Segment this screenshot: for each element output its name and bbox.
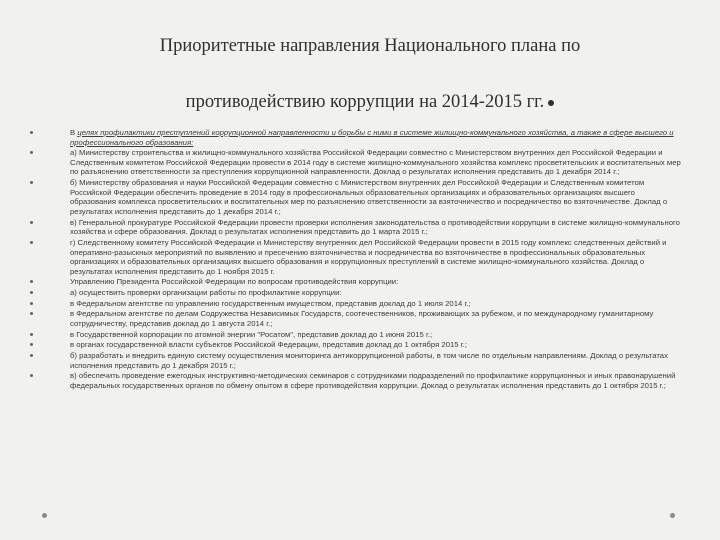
bullet-icon — [30, 333, 33, 336]
item-text: б) разработать и внедрить единую систему осуществления мониторинга антикоррупционной работы, в том числе по отдельным направлениям. Доклад о результатах исполнения представить до 1 декабря 2015 г.; — [70, 351, 668, 370]
title-line-2-wrap — [40, 92, 700, 113]
item-text: б) Министерству образования и науки Российской Федерации совместно с Министерством внутренних дел Российской Федерации и Следственным комитетом Российской Федерации обеспечить проведение в 2014 году в профессиональных образовательных организациях и образовательных организациях высшего образования комплекса просветительских и воспитательных мер по разъяснению ответственности за взяточничество и посредничество во взяточничестве. Доклад о результатах исполнения представить до 1 декабря 2014 г.; — [70, 178, 668, 216]
bullet-list — [30, 128, 682, 392]
bullet-icon — [30, 280, 33, 283]
bullet-icon — [30, 312, 33, 315]
list-item — [30, 128, 682, 147]
list-item — [30, 371, 682, 390]
list-item — [30, 277, 682, 287]
list-item — [30, 309, 682, 328]
list-item — [30, 218, 682, 237]
title-dot — [548, 100, 554, 106]
item-text: а) Министерству строительства и жилищно-коммунального хозяйства Российской Федерации совместно с Министерством внутренних дел Российской Федерации и Следственным комитетом Российской Федерации провести в 2014 году в системе жилищно-коммунального хозяйства комплекс просветительских и воспитательных мер по разъяснению ответственности за преступления коррупционной направленности. Доклад о результатах исполнения представить до 1 декабря 2014 г.; — [70, 148, 681, 177]
item-intro: В — [70, 128, 78, 137]
list-item — [30, 351, 682, 370]
item-text: в Федеральном агентстве по управлению государственным имуществом, представив доклад до 1 июля 2014 г.; — [70, 298, 471, 308]
title-line-1: Приоритетные направления Национального плана по — [159, 36, 581, 56]
list-item — [30, 238, 682, 276]
item-text: в органах государственной власти субъектов Российской Федерации, представив доклад до 1 октября 2015 г.; — [70, 340, 467, 350]
bullet-icon — [30, 374, 33, 377]
item-text: в Государственной корпорации по атомной энергии "Росатом", представив доклад до 1 июня 2015 г.; — [70, 329, 433, 339]
item-emphasis: целях профилактики преступлений коррупционной направленности и борьбы с ними в системе жилищно-коммунального хозяйства, а также в сфере высшего и профессионального образования: — [70, 128, 674, 147]
decorative-dot-right — [670, 513, 675, 518]
item-text: а) осуществить проверки организации работы по профилактике коррупции: — [70, 288, 342, 298]
list-item — [30, 288, 682, 298]
list-item — [30, 330, 682, 340]
bullet-icon — [30, 343, 33, 346]
bullet-icon — [30, 354, 33, 357]
title-line-2: противодействию коррупции на 2014-2015 гг. — [185, 92, 545, 112]
bullet-icon — [30, 131, 33, 134]
item-text: в) обеспечить проведение ежегодных инструктивно-методических семинаров с сотрудниками подразделений по профилактике коррупционных и иных правонарушений федеральных государственных органов по обмену опытом в сфере противодействия коррупции. Доклад о результатах исполнения представить до 1 октября 2015 г.; — [70, 371, 676, 390]
list-item — [30, 299, 682, 309]
bullet-icon — [30, 181, 33, 184]
bullet-icon — [30, 221, 33, 224]
bullet-icon — [30, 151, 33, 154]
item-text: в) Генеральной прокуратуре Российской Федерации провести проверки исполнения законодательства о противодействии коррупции в системе жилищно-коммунального хозяйства и сфере образования. Доклад о результатах исполнения представить до 1 марта 2015 г.; — [70, 217, 680, 237]
list-item — [30, 340, 682, 350]
bullet-icon — [30, 241, 33, 244]
list-item — [30, 178, 682, 216]
item-text: г) Следственному комитету Российской Федерации и Министерству внутренних дел Российской Федерации провести в 2015 году комплекс следственных действий и оперативно-разыскных мероприятий по выявлению и пресечению взяточничества и посредничества во взяточничестве в профессиональных образовательных организациях и образовательных организациях высшего образования и коррупционных преступлений в системе жилищно-коммунального хозяйства. Доклад о результатах исполнения представить до 1 ноября 2015 г. — [70, 237, 667, 276]
decorative-dot-left — [42, 513, 47, 518]
item-text: в Федеральном агентстве по делам Содружества Независимых Государств, соотечественников, проживающих за рубежом, и по международному гуманитарному сотрудничеству, представив доклад до 1 августа 2014 г.; — [70, 309, 654, 329]
bullet-icon — [30, 302, 33, 305]
item-text: Управлению Президента Российской Федерации по вопросам противодействия коррупции: — [70, 277, 399, 287]
list-item — [30, 148, 682, 177]
bullet-icon — [30, 291, 33, 294]
